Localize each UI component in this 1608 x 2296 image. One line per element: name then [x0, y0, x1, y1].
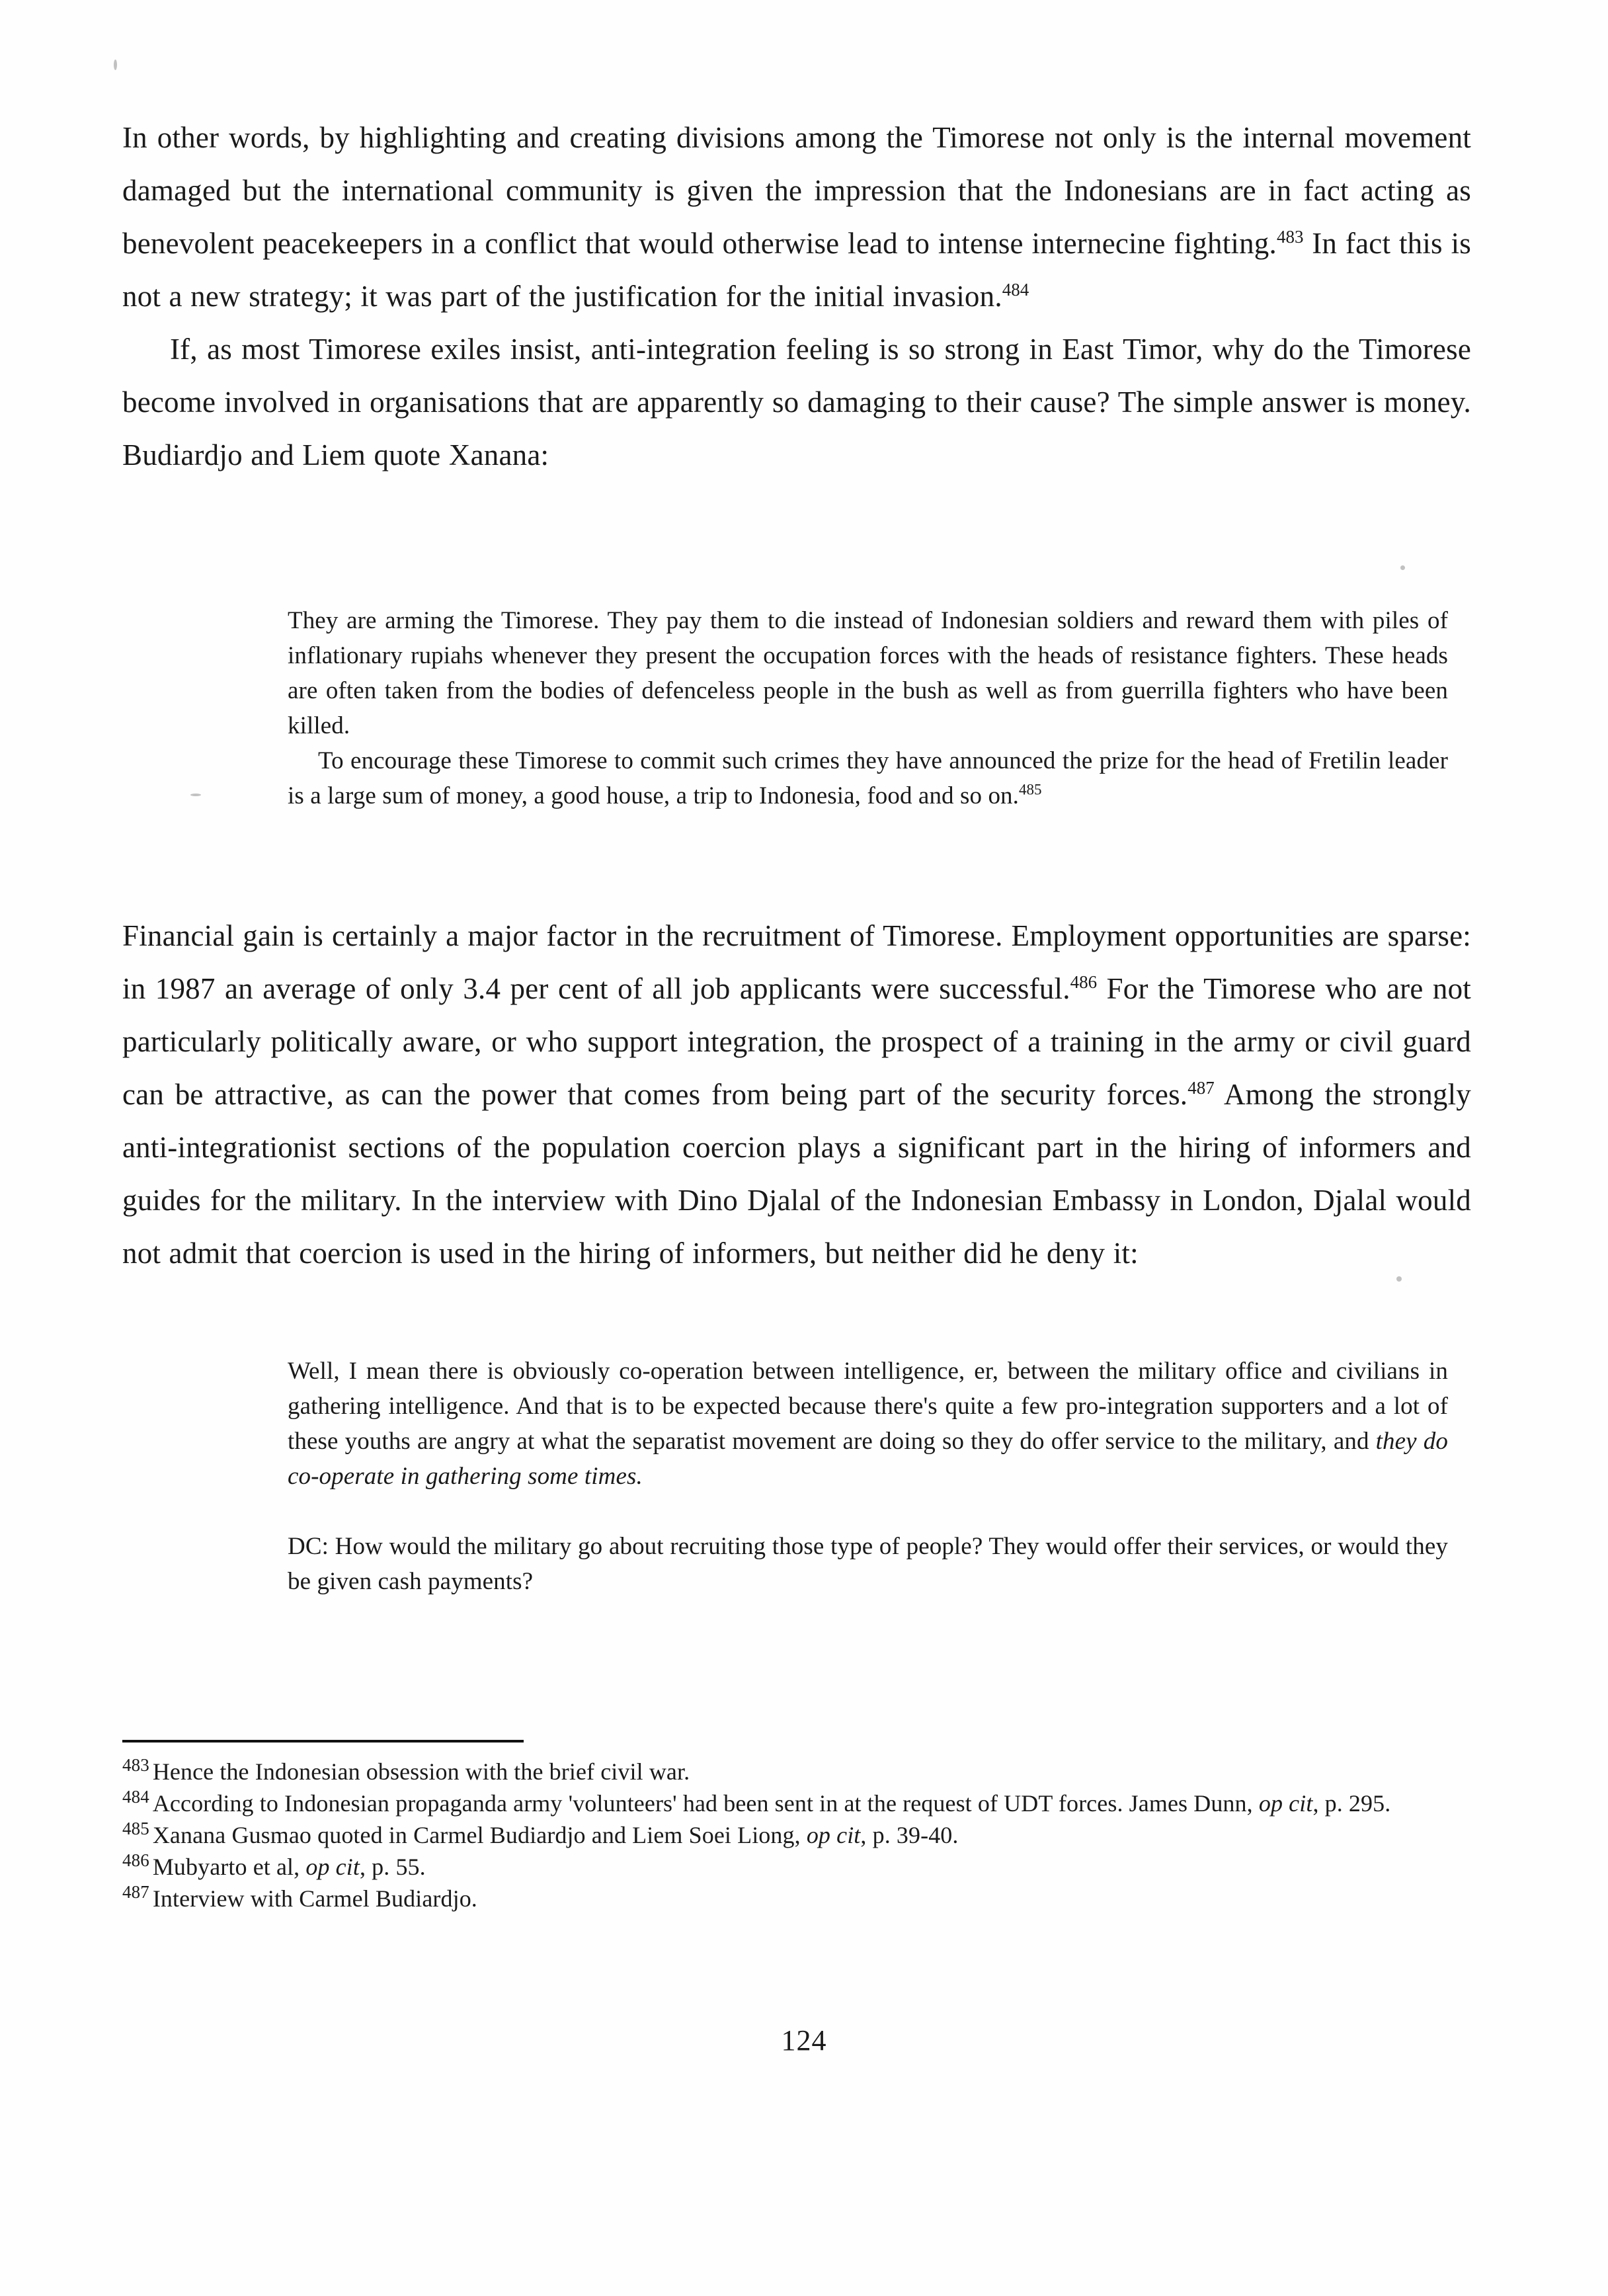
paragraph-3-text-b: For the Timorese who are not particularly politically aware, or who support integration, the prospect of a training in the army or civil guard can be attractive, as can the power that comes from being part of the security forces. — [122, 972, 1471, 1111]
footnote-text-487-a: Interview with Carmel Budiardjo. — [152, 1885, 477, 1912]
blockquote-1-line-b-text: To encourage these Timorese to commit such crimes they have announced the prize for the head of Fretilin leader is a large sum of money, a good house, a trip to Indonesia, food and so on. — [288, 747, 1448, 809]
blockquote-xanana — [288, 603, 1448, 813]
scan-speck — [114, 60, 117, 70]
blockquote-1-line-a: They are arming the Timorese. They pay them to die instead of Indonesian soldiers and reward them with piles of inflationary rupiahs whenever they present the occupation forces with the heads of resistance fighters. These heads are often taken from the bodies of defenceless people in the bush as well as from guerrilla fighters who have been killed. — [288, 607, 1448, 739]
footnote-485-italic: op cit — [806, 1822, 861, 1848]
blockquote-1-line-b — [288, 743, 1448, 813]
page-number: 124 — [781, 2024, 827, 2057]
blockquote-djalal — [288, 1354, 1448, 1599]
footnote-marker-485[interactable]: 485 — [1019, 781, 1042, 798]
footnote-number-483[interactable]: 483 — [122, 1755, 149, 1775]
footnote-number-484[interactable]: 484 — [122, 1787, 149, 1807]
footnote-text-484-a: According to Indonesian propaganda army 'volunteers' had been sent in at the request of UDT forces. James Dunn, — [152, 1790, 1259, 1817]
paragraph-3-text-a: Financial gain is certainly a major factor in the recruitment of Timorese. Employment opportunities are sparse: in 1987 an average of only 3.4 per cent of all job applicants were successful. — [122, 919, 1471, 1005]
paragraph-1-text-b: In fact this is not a new strategy; it was part of the justification for the initial invasion. — [122, 227, 1471, 313]
footnote-number-485[interactable]: 485 — [122, 1819, 149, 1838]
footnote-item-485 — [122, 1819, 1511, 1851]
footnote-486-italic: op cit — [305, 1854, 360, 1880]
footnote-text-486-b: , p. 55. — [359, 1854, 426, 1880]
footnote-text-484-b: , p. 295. — [1312, 1790, 1391, 1817]
blockquote-2-plain-text: Well, I mean there is obviously co-operation between intelligence, er, between the military office and civilians in gathering intelligence. And that is to be expected because there's quite a few pro-integration supporters and a lot of these youths are angry at what the separatist movement are doing so they do offer service to the military, and — [288, 1358, 1448, 1455]
footnote-484-italic: op cit — [1258, 1790, 1313, 1817]
footnote-marker-483[interactable]: 483 — [1276, 227, 1304, 247]
blockquote-spacer — [288, 1494, 1448, 1529]
footnote-text-485-a: Xanana Gusmao quoted in Carmel Budiardjo and Liem Soei Liong, — [152, 1822, 807, 1848]
paragraph-1 — [122, 111, 1471, 323]
footnote-item-483 — [122, 1756, 1511, 1787]
footnote-number-486[interactable]: 486 — [122, 1850, 149, 1870]
footnote-list — [122, 1756, 1511, 1914]
paragraph-2: If, as most Timorese exiles insist, anti-integration feeling is so strong in East Timor, why do the Timorese become involved in organisations that are apparently so damaging to their cause? The simple answer is money. Budiardjo and Liem quote Xanana: — [122, 333, 1471, 472]
footnote-text-486-a: Mubyarto et al, — [152, 1854, 306, 1880]
paragraph-3-text-c: Among the strongly anti-integrationist sections of the population coercion plays a significant part in the hiring of informers and guides for the military. In the interview with Dino Djalal of the Indonesian Embassy in London, Djalal would not admit that coercion is used in the hiring of informers, but neither did he deny it: — [122, 1078, 1472, 1270]
body-text-block-top — [122, 111, 1471, 481]
footnote-text-483: Hence the Indonesian obsession with the brief civil war. — [152, 1758, 690, 1785]
footnote-text-485-b: , p. 39-40. — [860, 1822, 959, 1848]
paragraph-1-text-a: In other words, by highlighting and creating divisions among the Timorese not only is the internal movement damaged but the international community is given the impression that the Indonesians are in fact acting as benevolent peacekeepers in a conflict that would otherwise lead to intense internecine fighting. — [122, 121, 1471, 260]
blockquote-2-paragraph-2: DC: How would the military go about recruiting those type of people? They would offer their services, or would they be given cash payments? — [288, 1533, 1448, 1595]
blockquote-2-paragraph-1 — [288, 1354, 1448, 1494]
scan-speck — [190, 794, 201, 796]
footnote-marker-484[interactable]: 484 — [1002, 280, 1029, 300]
paragraph-3 — [122, 909, 1471, 1280]
footnote-item-486 — [122, 1851, 1511, 1883]
blockquote-2-italic-text: they do co-operate in gathering some times. — [288, 1428, 1448, 1490]
footnote-marker-486[interactable]: 486 — [1070, 972, 1098, 992]
scan-speck — [1400, 565, 1405, 570]
body-text-block-middle — [122, 909, 1471, 1280]
footnote-item-484 — [122, 1787, 1511, 1819]
footnote-item-487 — [122, 1883, 1511, 1914]
footnote-marker-487[interactable]: 487 — [1187, 1078, 1215, 1098]
footnote-separator-rule — [122, 1740, 524, 1742]
footnote-number-487[interactable]: 487 — [122, 1882, 149, 1902]
